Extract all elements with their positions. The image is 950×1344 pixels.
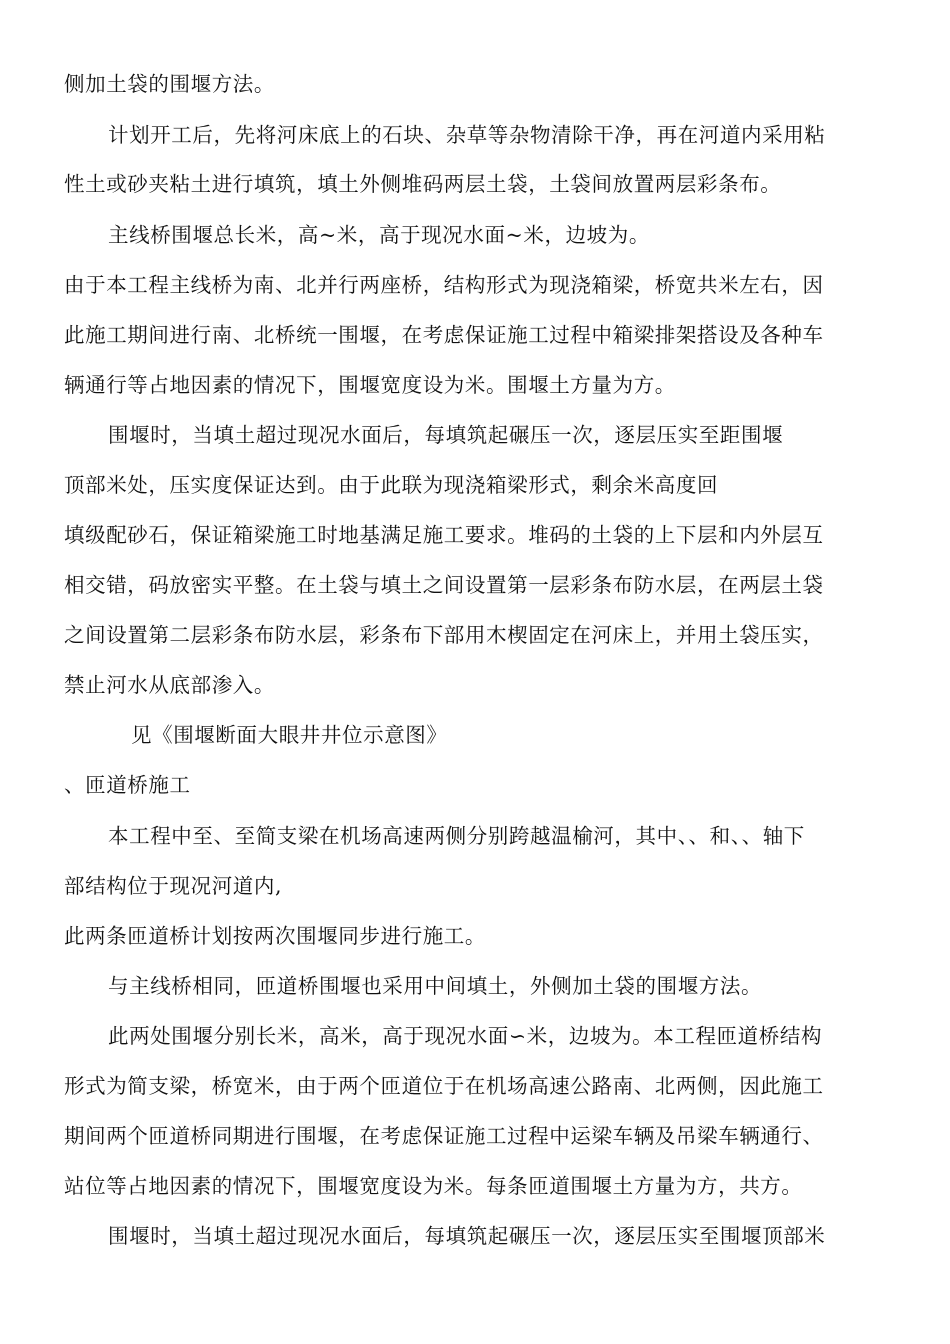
text-line: 本工程中至、至简支梁在机场高速两侧分别跨越温榆河，其中、、和、、轴下 [108,824,805,848]
text-line: 围堰时，当填土超过现况水面后，每填筑起碾压一次，逐层压实至围堰顶部米 [108,1224,826,1248]
text-line: 填级配砂石，保证箱梁施工时地基满足施工要求。堆码的土袋的上下层和内外层互 [64,523,824,547]
text-line: 主线桥围堰总长米，高~米，高于现况水面~米，边坡为。 [108,223,650,247]
figure-reference: 见《围堰断面大眼井井位示意图》 [131,723,448,747]
text-line: 形式为简支梁，桥宽米，由于两个匝道位于在机场高速公路南、北两侧，因此施工 [64,1074,824,1098]
text-line: 站位等占地因素的情况下，围堰宽度设为米。每条匝道围堰土方量为方，共方。 [64,1174,803,1198]
text-line: 相交错，码放密实平整。在土袋与填土之间设置第一层彩条布防水层，在两层土袋 [64,573,824,597]
text-line: 侧加土袋的围堰方法。 [64,72,275,96]
section-heading: 、匝道桥施工 [64,773,191,797]
text-line: 与主线桥相同，匝道桥围堰也采用中间填土，外侧加土袋的围堰方法。 [108,974,763,998]
text-line: 此施工期间进行南、北桥统一围堰，在考虑保证施工过程中箱梁排架搭设及各种车 [64,323,824,347]
text-line: 辆通行等占地因素的情况下，围堰宽度设为米。围堰土方量为方。 [64,373,676,397]
text-line: 计划开工后，先将河床底上的石块、杂草等杂物清除干净，再在河道内采用粘 [108,123,826,147]
text-line: 由于本工程主线桥为南、北并行两座桥，结构形式为现浇箱梁，桥宽共米左右，因 [64,273,824,297]
text-line: 禁止河水从底部渗入。 [64,673,275,697]
text-line: 之间设置第二层彩条布防水层，彩条布下部用木楔固定在河床上，并用土袋压实， [64,623,824,647]
text-line: 此两处围堰分别长米，高米，高于现况水面∽米，边坡为。本工程匝道桥结构 [108,1024,823,1048]
text-line: 期间两个匝道桥同期进行围堰，在考虑保证施工过程中运梁车辆及吊梁车辆通行、 [64,1124,824,1148]
text-line: 此两条匝道桥计划按两次围堰同步进行施工。 [64,924,486,948]
text-line: 性土或砂夹粘土进行填筑，填土外侧堆码两层土袋，土袋间放置两层彩条布。 [64,172,782,196]
text-line: 顶部米处，压实度保证达到。由于此联为现浇箱梁形式，剩余米高度回 [64,473,719,497]
text-line: 部结构位于现况河道内, [64,874,283,898]
text-line: 围堰时，当填土超过现况水面后，每填筑起碾压一次，逐层压实至距围堰 [108,423,784,447]
